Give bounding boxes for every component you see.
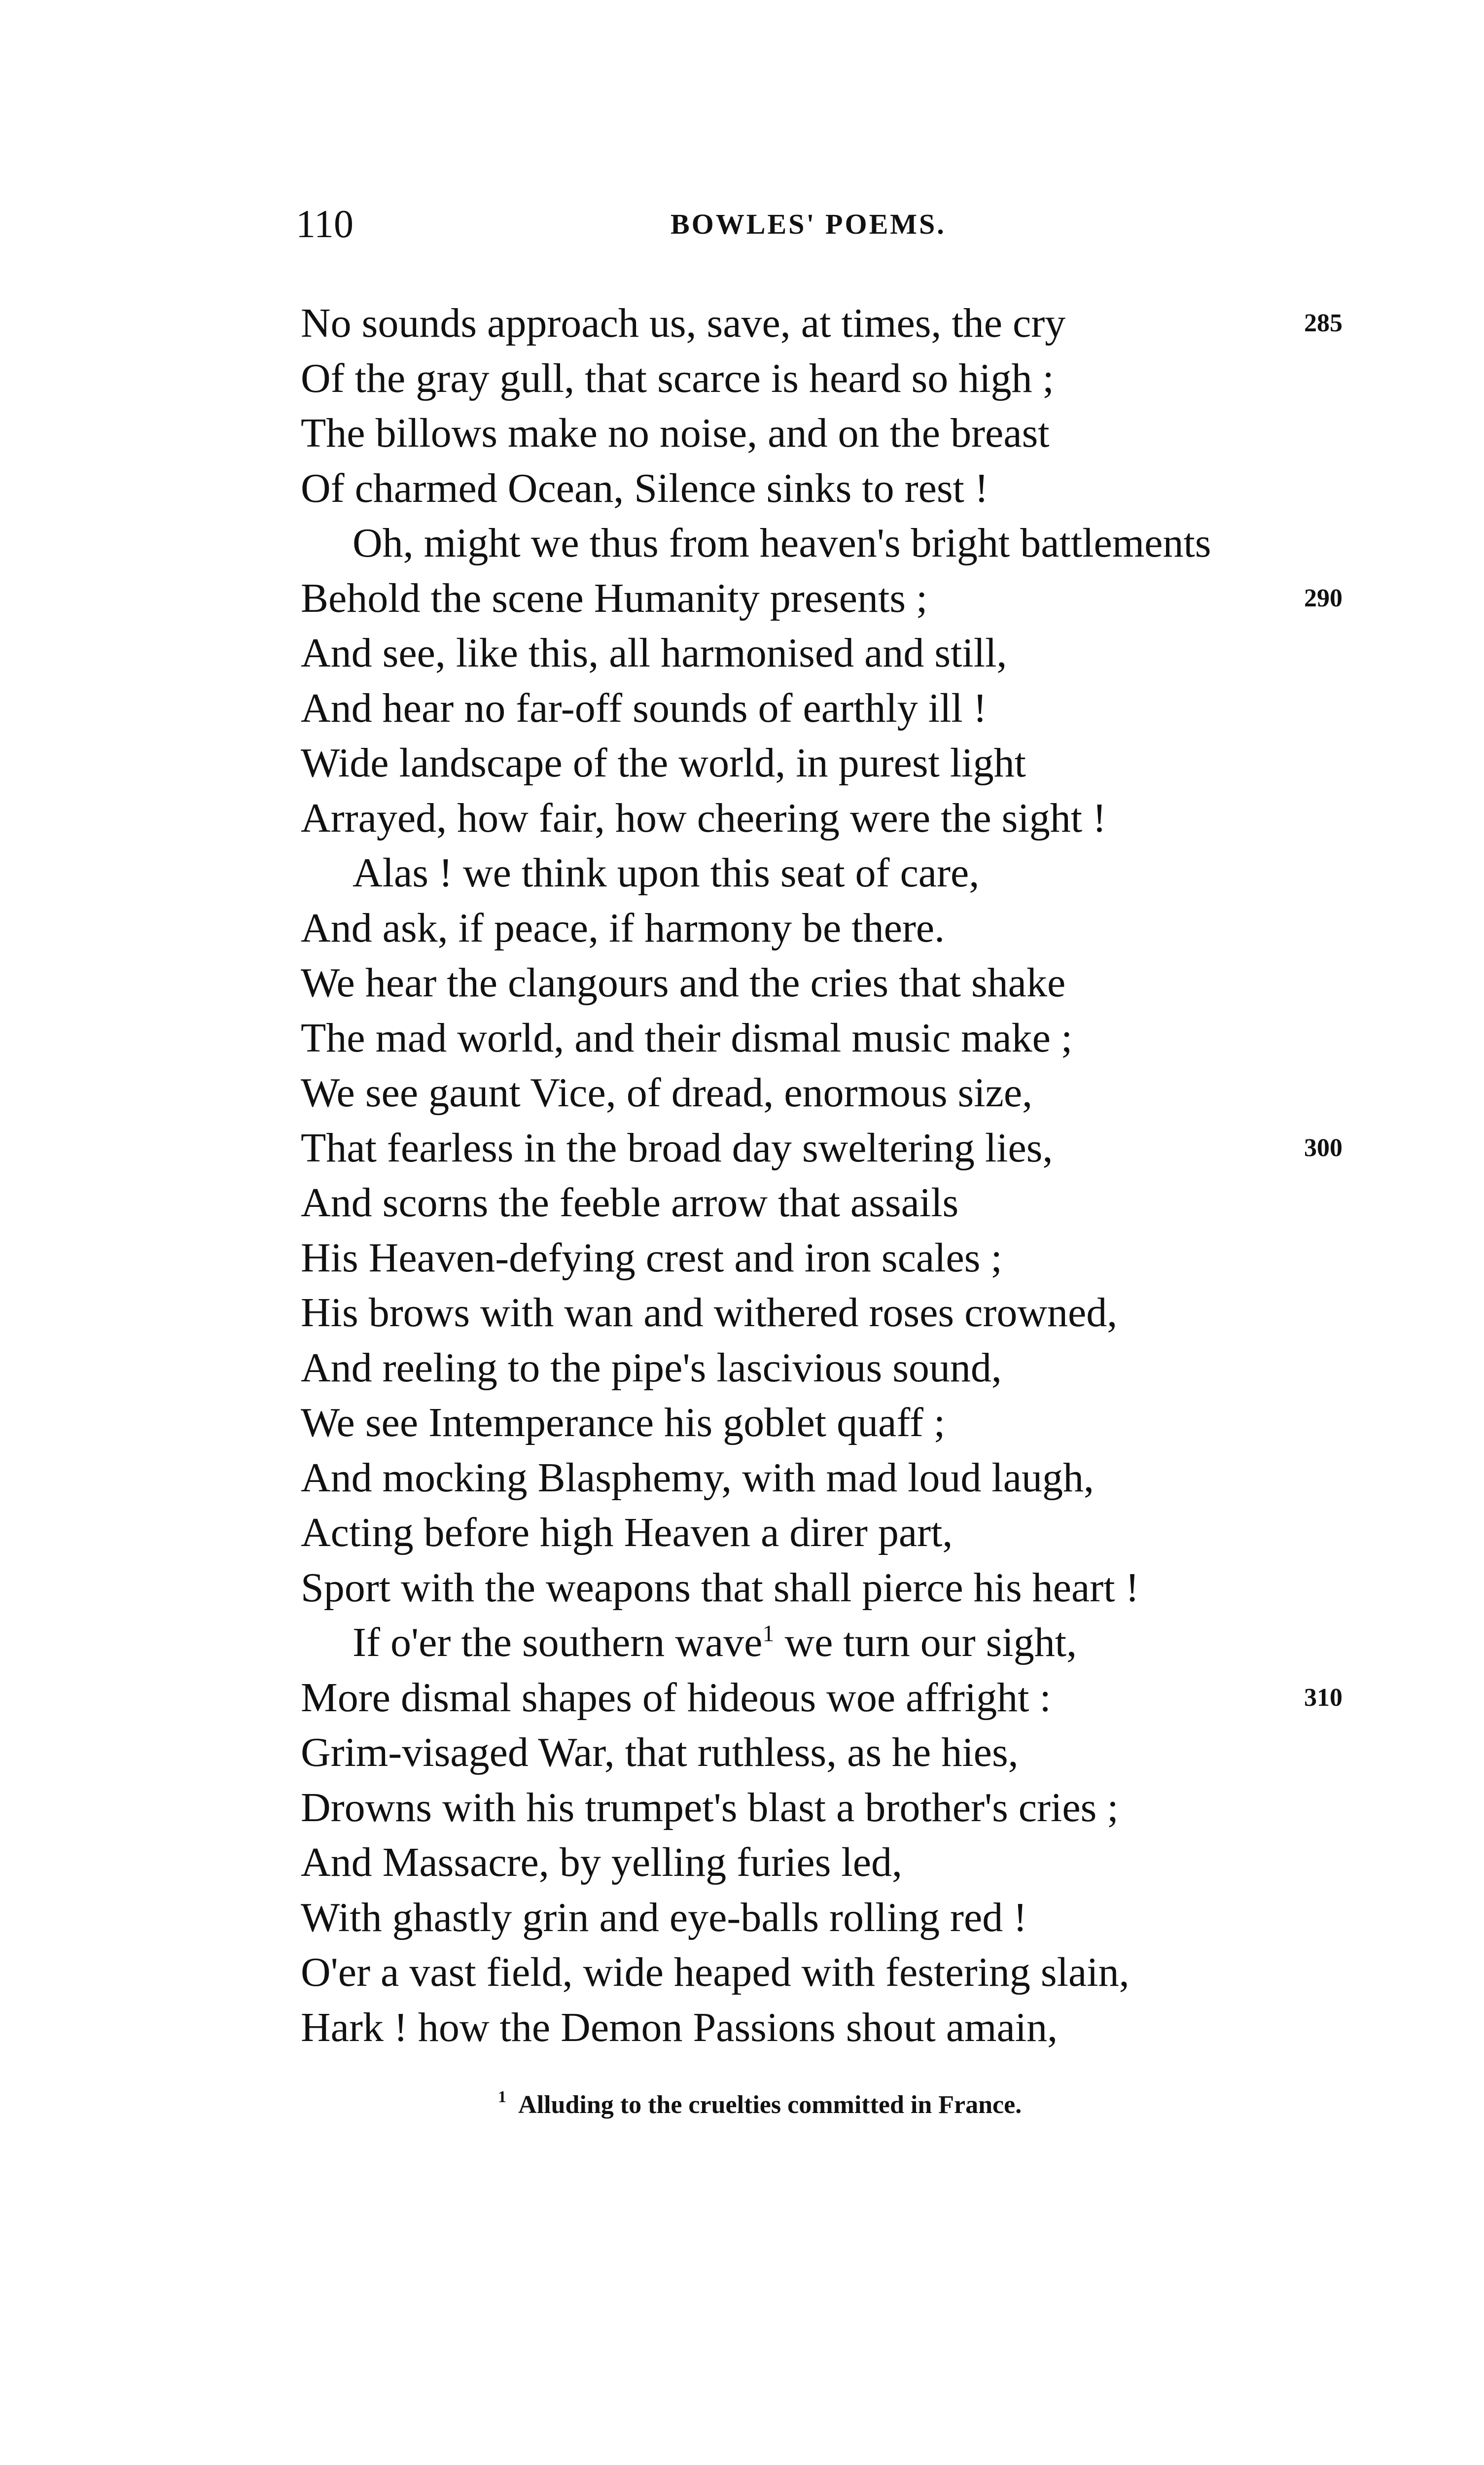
- poem-line-main: And Massacre, by yelling furies led,: [301, 1839, 903, 1885]
- poem-line-text: [301, 1949, 1130, 1995]
- poem-line-text: [301, 575, 927, 621]
- poem-line-main: His Heaven-defying crest and iron scales ;: [301, 1234, 1002, 1281]
- poem-line-main: Arrayed, how fair, how cheering were the sight !: [301, 795, 1107, 841]
- poem-line: [301, 461, 1376, 516]
- poem-line-text: [301, 740, 1026, 786]
- poem-line: [301, 1395, 1376, 1450]
- poem-line: [301, 845, 1376, 901]
- poem-line: [301, 1011, 1376, 1066]
- poem-line: [301, 1560, 1376, 1616]
- poem-line-text: [301, 1565, 1139, 1611]
- line-number: 290: [1304, 584, 1343, 612]
- poem-line: [301, 681, 1376, 736]
- poem-line-text: [301, 1345, 1002, 1391]
- footnote-reference: 1: [762, 1620, 775, 1647]
- poem-line-text: [301, 1675, 1051, 1721]
- poem-line-text: [301, 630, 1007, 676]
- footnote-text: Alluding to the cruelties committed in France.: [518, 2091, 1022, 2119]
- poem-line-text: [301, 1729, 1019, 1775]
- poem-line-text: [301, 410, 1050, 456]
- poem-line-main: The billows make no noise, and on the breast: [301, 410, 1050, 456]
- poem-line-text: [301, 1070, 1032, 1116]
- line-number: 285: [1304, 309, 1343, 337]
- poem-line-main: We see Intemperance his goblet quaff ;: [301, 1400, 946, 1445]
- poem-line: [301, 1340, 1376, 1396]
- poem-line: [301, 1890, 1376, 1945]
- poem-line: [301, 736, 1376, 791]
- poem-line-main: Oh, might we thus from heaven's bright battlements: [353, 520, 1211, 566]
- poem-line: [301, 296, 1376, 351]
- poem-line-text: [301, 1785, 1119, 1831]
- poem-line-text: [301, 1015, 1072, 1061]
- poem-body: [301, 296, 1376, 2055]
- poem-line: [301, 1285, 1376, 1340]
- footnote: [498, 2088, 1022, 2119]
- poem-line-text: [301, 2005, 1058, 2050]
- poem-line: [301, 1175, 1376, 1231]
- poem-line: [301, 351, 1376, 406]
- poem-line-main: And mocking Blasphemy, with mad loud laugh,: [301, 1454, 1095, 1501]
- poem-line-main: With ghastly grin and eye-balls rolling red !: [301, 1894, 1027, 1940]
- poem-line-main: And scorns the feeble arrow that assails: [301, 1180, 959, 1226]
- poem-line: [301, 1450, 1376, 1506]
- poem-line: [301, 1121, 1376, 1176]
- line-number: 300: [1304, 1133, 1343, 1162]
- poem-line: [301, 1780, 1376, 1835]
- poem-line-main: And hear no far-off sounds of earthly ill !: [301, 685, 987, 731]
- poem-line: [301, 791, 1376, 846]
- poem-line: [301, 571, 1376, 626]
- poem-line-text: [301, 1620, 1077, 1665]
- poem-line-text: [301, 960, 1065, 1006]
- poem-line-text: [301, 1895, 1027, 1940]
- poem-line-text: [301, 300, 1065, 346]
- poem-line: [301, 1065, 1376, 1121]
- poem-line-main: The mad world, and their dismal music make ;: [301, 1015, 1073, 1061]
- poem-line: [301, 901, 1376, 956]
- poem-line: [301, 1670, 1376, 1726]
- poem-line-main: Drowns with his trumpet's blast a brother's cries ;: [301, 1784, 1119, 1831]
- poem-line-main: No sounds approach us, save, at times, the cry: [301, 300, 1066, 346]
- poem-line-text: [301, 520, 1211, 566]
- poem-line-main: His brows with wan and withered roses crowned,: [301, 1290, 1118, 1336]
- poem-line: [301, 1505, 1376, 1560]
- page-header: [296, 197, 1361, 251]
- poem-line: [301, 1945, 1376, 2000]
- poem-line-continuation: we turn our sight,: [774, 1620, 1077, 1665]
- poem-line-main: O'er a vast field, wide heaped with festering slain,: [301, 1949, 1130, 1995]
- poem-line-main: If o'er the southern wave: [353, 1620, 763, 1665]
- page-number: 110: [296, 203, 354, 246]
- poem-line-text: [301, 355, 1054, 401]
- poem-line-text: [301, 795, 1106, 841]
- poem-line-main: And reeling to the pipe's lascivious sound,: [301, 1344, 1002, 1391]
- poem-line-text: [301, 905, 945, 951]
- poem-line-main: Grim-visaged War, that ruthless, as he hies,: [301, 1729, 1019, 1775]
- poem-line: [301, 626, 1376, 681]
- line-number: 310: [1304, 1683, 1343, 1712]
- poem-line-text: [301, 850, 979, 896]
- running-head: BOWLES' POEMS.: [671, 208, 946, 240]
- poem-line: [301, 516, 1376, 571]
- poem-line-main: Behold the scene Humanity presents ;: [301, 575, 928, 621]
- poem-line-text: [301, 1510, 953, 1555]
- poem-line-main: More dismal shapes of hideous woe affright :: [301, 1674, 1051, 1721]
- poem-line: [301, 1231, 1376, 1286]
- poem-line-text: [301, 1290, 1117, 1336]
- poem-line-main: Of the gray gull, that scarce is heard so high ;: [301, 355, 1054, 401]
- poem-line-text: [301, 1235, 1002, 1281]
- poem-line-main: Hark ! how the Demon Passions shout amain,: [301, 2004, 1058, 2050]
- poem-line-text: [301, 465, 989, 511]
- poem-line-main: Of charmed Ocean, Silence sinks to rest !: [301, 465, 989, 511]
- poem-line-main: We see gaunt Vice, of dread, enormous size,: [301, 1070, 1033, 1116]
- poem-line: [301, 1725, 1376, 1780]
- poem-line-text: [301, 1455, 1094, 1501]
- poem-line-main: And ask, if peace, if harmony be there.: [301, 905, 945, 951]
- poem-line-main: Alas ! we think upon this seat of care,: [353, 850, 980, 896]
- poem-line-main: And see, like this, all harmonised and still,: [301, 630, 1007, 676]
- poem-line-main: Wide landscape of the world, in purest light: [301, 740, 1026, 786]
- poem-line-text: [301, 1400, 945, 1445]
- poem-line-text: [301, 1125, 1053, 1171]
- footnote-marker: 1: [498, 2088, 506, 2106]
- poem-line-text: [301, 1180, 958, 1226]
- poem-line-main: That fearless in the broad day sweltering lies,: [301, 1125, 1053, 1171]
- poem-line-main: Sport with the weapons that shall pierce his heart !: [301, 1564, 1139, 1611]
- poem-line: [301, 1835, 1376, 1890]
- poem-line: [301, 406, 1376, 461]
- poem-line-text: [301, 685, 987, 731]
- poem-line: [301, 955, 1376, 1011]
- poem-line: [301, 1615, 1376, 1670]
- poem-line: [301, 2000, 1376, 2055]
- poem-line-main: Acting before high Heaven a direr part,: [301, 1510, 953, 1555]
- poem-line-text: [301, 1839, 902, 1885]
- poem-line-main: We hear the clangours and the cries that shake: [301, 960, 1066, 1006]
